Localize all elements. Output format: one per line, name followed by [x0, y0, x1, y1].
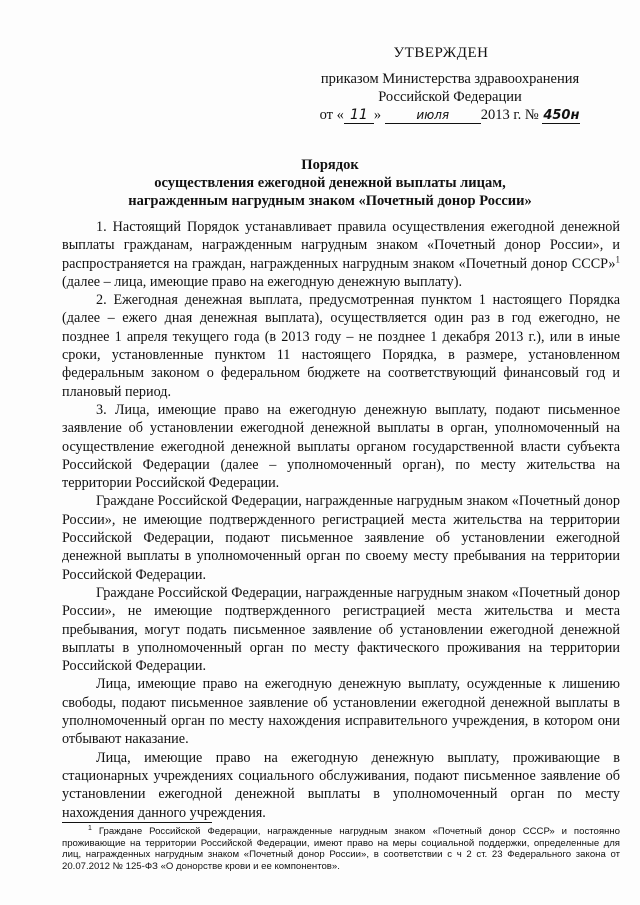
footnote-mark: 1 — [88, 824, 92, 832]
order-from-prefix: от « — [319, 107, 344, 123]
paragraph-3: 3. Лица, имеющие право на ежегодную денежную выплату, подают письменное заявление об установлении ежегодной денежной выплаты в орган, уполномоченный на осуществление ежегодной денежной выплаты органом государственной власти субъекта Российской Федерации (далее – уполномоченный орган), по месту жительства на территории Российской Федерации. — [62, 401, 620, 492]
paragraph-4: Граждане Российской Федерации, награжденные нагрудным знаком «Почетный донор России», не имеющие подтвержденного регистрацией места жительства на территории Российской Федерации, подают письменное заявление об установлении ежегодной денежной выплаты в уполномоченный орган по своему месту пребывания на территории Российской Федерации. — [62, 493, 620, 583]
document-title — [40, 156, 620, 210]
footnote-text: Граждане Российской Федерации, награжденные нагрудным знаком «Почетный донор СССР» и постоянно проживающие на территории Российской Федерации, имеют право на меры социальной поддержки, определенные для лиц, награжденных нагрудным знаком «Почетный донор России», в соответствии с ч 2 ст. 23 Федерального закона от 20.07.2012 № 125-ФЗ «О донорстве крови и ее компонентов». — [62, 826, 620, 872]
approval-ministry-line: приказом Министерства здравоохранения — [320, 71, 580, 87]
order-from-mid: » — [373, 107, 382, 123]
paragraph-7: Лица, имеющие право на ежегодную денежную выплату, проживающие в стационарных учреждениях социального обслуживания, подают письменное заявление об установлении ежегодной денежной выплаты в уполномоченный орган по месту нахождения данного учреждения. — [62, 749, 620, 821]
footnote-body — [62, 826, 620, 872]
footnote-divider — [62, 822, 212, 823]
title-line-1: Порядок — [301, 157, 359, 173]
paragraph-5: Граждане Российской Федерации, награжденные нагрудным знаком «Почетный донор России», не имеющие подтвержденного регистрацией места жительства и места пребывания, могут подать письменное заявление об установлении ежегодной денежной выплаты в уполномоченный орган по месту фактического проживания на территории Российской Федерации. — [62, 584, 620, 675]
paragraph-1-text: 1. Настоящий Порядок устанавливает правила осуществления ежегодной денежной выплаты гражданам, награжденным нагрудным знаком «Почетный донор России», и распространяется на граждан, награжденных нагрудным знаком «Почетный донор СССР» — [62, 219, 620, 272]
paragraph-6: Лица, имеющие право на ежегодную денежную выплату, осужденные к лишению свободы, подают письменное заявление об установлении ежегодной денежной выплаты в уполномоченный орган по месту нахождения исправительного учреждения, в котором они отбывают наказание. — [62, 676, 620, 748]
order-month-handwritten: июля — [385, 108, 481, 124]
document-body — [62, 218, 620, 822]
order-day-handwritten: 11 — [344, 108, 374, 124]
footnote — [62, 826, 620, 872]
title-line-3: награжденным нагрудным знаком «Почетный донор России» — [128, 193, 532, 209]
approval-stamp-block — [300, 44, 600, 124]
order-number-handwritten: 450н — [543, 108, 580, 123]
footnote-ref-1: 1 — [615, 253, 620, 264]
approval-federation-line: Российской Федерации — [378, 89, 522, 105]
title-line-2: осуществления ежегодной денежной выплаты лицам, — [154, 175, 506, 191]
order-year-suffix: 2013 г. № — [480, 107, 539, 123]
approved-heading: УТВЕРЖДЕН — [393, 45, 489, 61]
paragraph-2: 2. Ежегодная денежная выплата, предусмотренная пунктом 1 настоящего Порядка (далее – ежего дная денежная выплата), осуществляется один раз в год ежегодно, не позднее 1 апреля текущего года (в 2013 году – не позднее 1 декабря 2013 г.), или в иные сроки, установленные пунктом 11 настоящего Порядка, в размере, установленном федеральным законом о федеральном бюджете на соответствующий финансовый год и плановый период. — [62, 292, 620, 400]
paragraph-1 — [62, 218, 620, 291]
approval-order-line — [300, 106, 600, 124]
paragraph-1-tail: (далее – лица, имеющие право на ежегодную денежную выплату). — [62, 273, 463, 290]
